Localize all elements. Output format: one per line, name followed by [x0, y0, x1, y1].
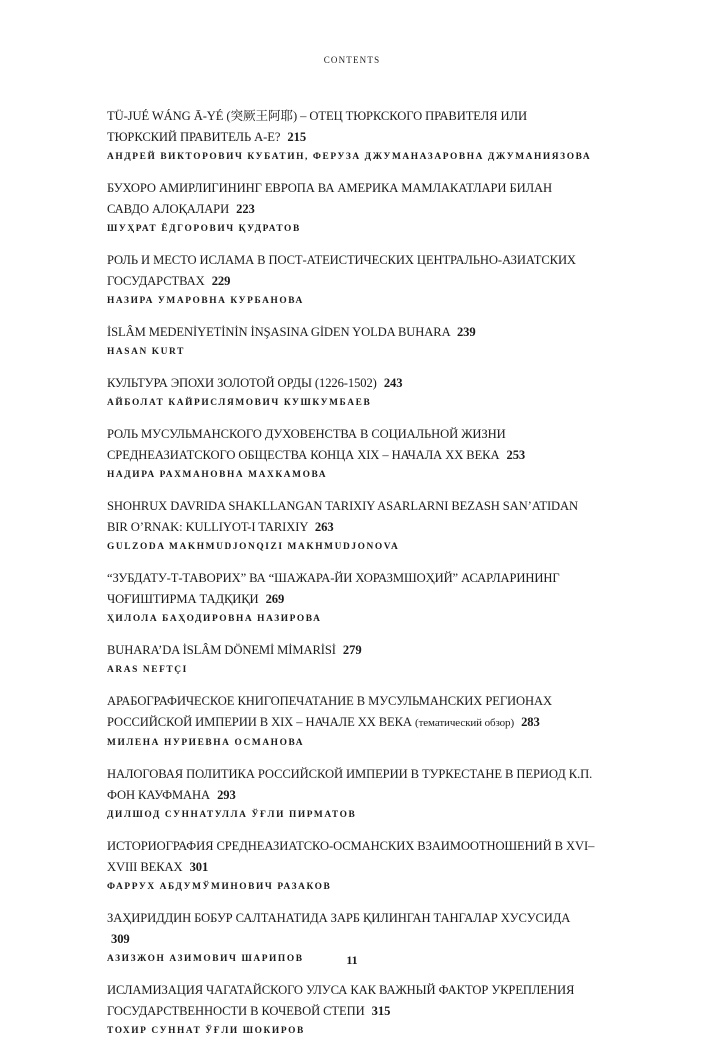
toc-entry [107, 764, 595, 823]
entry-title-line [107, 106, 595, 148]
toc-entry [107, 980, 595, 1039]
entry-author: АЙБОЛАТ КАЙРИСЛЯМОВИЧ КУШКУМБАЕВ [107, 398, 372, 408]
entry-title: НАЛОГОВАЯ ПОЛИТИКА РОССИЙСКОЙ ИМПЕРИИ В ТУРКЕСТАНЕ В ПЕРИОД К.П. ФОН КАУФМАНА [107, 767, 593, 802]
entry-page-number: 239 [456, 325, 476, 339]
entry-author: ШУҲРАТ ЁДГОРОВИЧ ҚУДРАТОВ [107, 224, 301, 234]
table-of-contents [107, 106, 595, 1052]
entry-title-line [107, 691, 595, 734]
entry-page-number: 223 [236, 202, 255, 216]
entry-author: HASAN KURT [107, 347, 185, 357]
entry-title-line [107, 373, 595, 394]
toc-entry [107, 424, 595, 483]
entry-title-line [107, 250, 595, 292]
entry-page-number: 263 [314, 520, 334, 534]
entry-title-line [107, 640, 595, 661]
entry-author: ФАРРУХ АБДУМЎМИНОВИЧ РАЗАКОВ [107, 882, 332, 892]
toc-entry [107, 691, 595, 751]
entry-title: КУЛЬТУРА ЭПОХИ ЗОЛОТОЙ ОРДЫ (1226-1502) [107, 376, 377, 390]
entry-title-line [107, 836, 595, 878]
entry-page-number: 309 [111, 932, 130, 946]
entry-note: (тематический обзор) [415, 717, 515, 729]
entry-author: ARAS NEFTÇI [107, 665, 188, 675]
page-number: 11 [346, 953, 358, 967]
entry-author: НАЗИРА УМАРОВНА КУРБАНОВА [107, 296, 304, 306]
entry-title: “ЗУБДАТУ-Т-ТАВОРИХ” ВА “ШАЖАРА-ЙИ ХОРАЗМШОҲИЙ” АСАРЛАРИНИНГ ЧОҒИШТИРМА ТАДҚИҚИ [107, 571, 560, 606]
entry-author: АЗИЗЖОН АЗИМОВИЧ ШАРИПОВ [107, 954, 304, 964]
toc-entry [107, 373, 595, 411]
entry-page-number: 279 [342, 643, 362, 657]
entry-title-line [107, 178, 595, 220]
entry-title: АРАБОГРАФИЧЕСКОЕ КНИГОПЕЧАТАНИЕ В МУСУЛЬМАНСКИХ РЕГИОНАХ РОССИЙСКОЙ ИМПЕРИИ В XIX – НАЧАЛЕ XX ВЕКА [107, 694, 552, 729]
entry-title: İSLÂM MEDENİYETİNİN İNŞASINA GİDEN YOLDA BUHARA [107, 325, 450, 339]
toc-entry [107, 496, 595, 555]
entry-page-number: 253 [506, 448, 526, 462]
entry-page-number: 293 [217, 788, 236, 802]
toc-entry [107, 250, 595, 309]
entry-page-number: 269 [265, 592, 285, 606]
entry-page-number: 243 [383, 376, 403, 390]
entry-title: ИСЛАМИЗАЦИЯ ЧАГАТАЙСКОГО УЛУСА КАК ВАЖНЫЙ ФАКТОР УКРЕПЛЕНИЯ ГОСУДАРСТВЕННОСТИ В КОЧЕВОЙ СТЕПИ [107, 983, 575, 1018]
entry-title-line [107, 980, 595, 1022]
entry-title: SHOHRUX DAVRIDA SHAKLLANGAN TARIXIY ASARLARNI BEZASH SAN’ATIDAN BIR O’RNAK: KULLIYOT-I TARIXIY [107, 499, 579, 534]
toc-entry [107, 178, 595, 237]
entry-title-line [107, 496, 595, 538]
entry-title-line [107, 424, 595, 466]
entry-page-number: 301 [189, 860, 209, 874]
entry-page-number: 283 [521, 715, 540, 729]
entry-title: ИСТОРИОГРАФИЯ СРЕДНЕАЗИАТСКО-ОСМАНСКИХ ВЗАИМООТНОШЕНИЙ В XVI–XVIII ВЕКАХ [107, 839, 595, 874]
entry-title-line [107, 764, 595, 806]
entry-author: МИЛЕНА НУРИЕВНА ОСМАНОВА [107, 738, 305, 748]
entry-title: БУХОРО АМИРЛИГИНИНГ ЕВРОПА ВА АМЕРИКА МАМЛАКАТЛАРИ БИЛАН САВДО АЛОҚАЛАРИ [107, 181, 553, 216]
entry-author: НАДИРА РАХМАНОВНА МАХКАМОВА [107, 470, 328, 480]
toc-entry [107, 322, 595, 360]
entry-page-number: 215 [287, 130, 307, 144]
entry-author: GULZODA MAKHMUDJONQIZI MAKHMUDJONOVA [107, 542, 400, 552]
entry-title: BUHARA’DA İSLÂM DÖNEMİ MİMARİSİ [107, 643, 336, 657]
running-head: CONTENTS [323, 55, 381, 65]
entry-title-line [107, 908, 595, 950]
entry-author: ТОХИР СУННАТ ЎҒЛИ ШОКИРОВ [107, 1026, 305, 1036]
entry-page-number: 315 [371, 1004, 391, 1018]
entry-author: ҲИЛОЛА БАҲОДИРОВНА НАЗИРОВА [107, 614, 322, 624]
toc-entry [107, 836, 595, 895]
entry-page-number: 229 [211, 274, 231, 288]
toc-entry [107, 568, 595, 627]
entry-title-line [107, 322, 595, 343]
toc-entry [107, 640, 595, 678]
entry-author: АНДРЕЙ ВИКТОРОВИЧ КУБАТИН, ФЕРУЗА ДЖУМАНАЗАРОВНА ДЖУМАНИЯЗОВА [107, 152, 592, 162]
entry-title: РОЛЬ И МЕСТО ИСЛАМА В ПОСТ-АТЕИСТИЧЕСКИХ ЦЕНТРАЛЬНО-АЗИАТСКИХ ГОСУДАРСТВАХ [107, 253, 576, 288]
entry-title: ЗАҲИРИДДИН БОБУР САЛТАНАТИДА ЗАРБ ҚИЛИНГАН ТАНГАЛАР ХУСУСИДА [107, 911, 571, 925]
entry-title: TÜ-JUÉ WÁNG Ā-YÉ (突厥王阿耶) – ОТЕЦ ТЮРКСКОГО ПРАВИТЕЛЯ ИЛИ ТЮРКСКИЙ ПРАВИТЕЛЬ А-Е? [107, 109, 527, 144]
toc-entry [107, 106, 595, 165]
entry-title: РОЛЬ МУСУЛЬМАНСКОГО ДУХОВЕНСТВА В СОЦИАЛЬНОЙ ЖИЗНИ СРЕДНЕАЗИАТСКОГО ОБЩЕСТВА КОНЦА XIX – НАЧАЛА XX ВЕКА [107, 427, 506, 462]
entry-title-line [107, 568, 595, 610]
entry-author: ДИЛШОД СУННАТУЛЛА ЎҒЛИ ПИРМАТОВ [107, 810, 357, 820]
